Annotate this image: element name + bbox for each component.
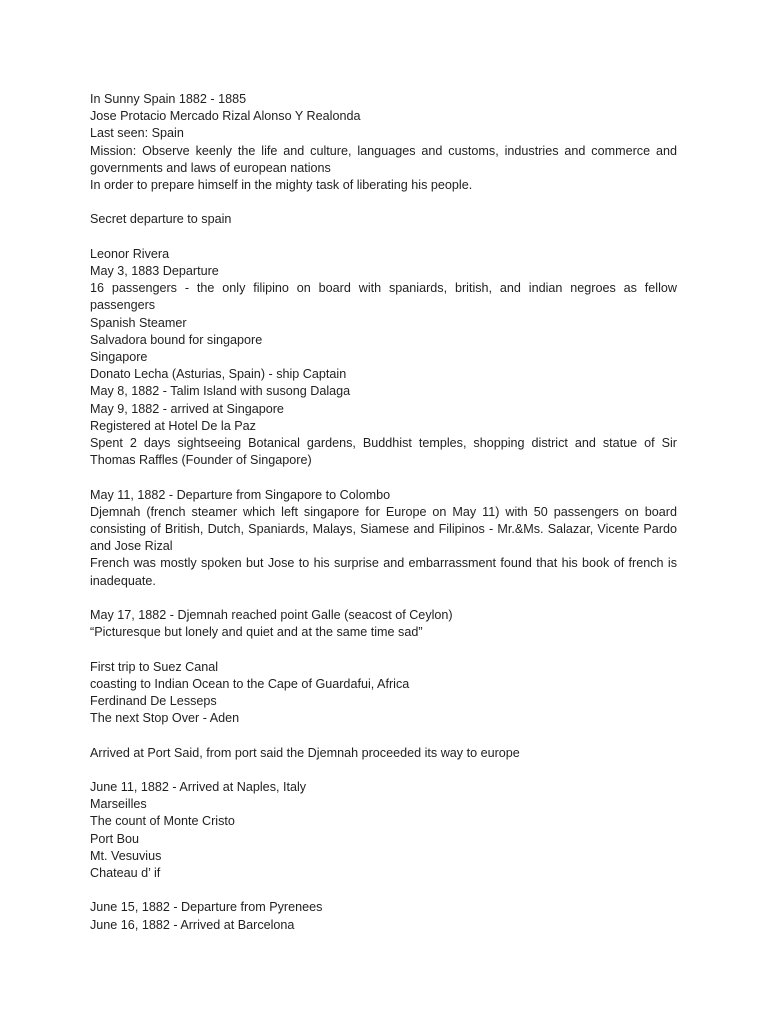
section-port-said (90, 745, 677, 762)
blank-line (90, 469, 677, 486)
section-secret-departure (90, 211, 677, 228)
document-page (90, 91, 677, 934)
text-line: June 16, 1882 - Arrived at Barcelona (90, 917, 295, 932)
text-line: Donato Lecha (Asturias, Spain) - ship Captain (90, 367, 347, 382)
text-line: Chateau d’ if (90, 866, 161, 881)
section-voyage-to-singapore (90, 246, 677, 470)
text-line: Port Bou (90, 831, 140, 846)
section-sunny-spain (90, 91, 677, 194)
text-line: The count of Monte Cristo (90, 814, 235, 829)
text-line: May 3, 1883 Departure (90, 264, 219, 278)
text-line: June 15, 1882 - Departure from Pyrenees (90, 900, 323, 915)
passengers-paragraph: 16 passengers - the only filipino on board with spaniards, british, and indian negroes as fellow passengers (90, 281, 677, 313)
sightseeing-paragraph: Spent 2 days sightseeing Botanical gardens, Buddhist temples, shopping district and statue of Sir Thomas Raffles (Founder of Singapore) (90, 436, 677, 468)
text-line: Registered at Hotel De la Paz (90, 418, 256, 433)
section-suez-canal (90, 659, 677, 728)
section-singapore-to-colombo (90, 487, 677, 590)
djemnah-paragraph: Djemnah (french steamer which left singapore for Europe on May 11) with 50 passengers on board consisting of British, Dutch, Spaniards, Malays, Siamese and Filipinos - Mr.&Ms. Salazar, Vicente Pardo and Jose Rizal (90, 504, 677, 554)
text-line: June 11, 1882 - Arrived at Naples, Italy (90, 780, 307, 795)
text-line: May 8, 1882 - Talim Island with susong Dalaga (90, 384, 351, 399)
text-line: coasting to Indian Ocean to the Cape of Guardafui, Africa (90, 676, 410, 691)
text-line: Singapore (90, 350, 148, 365)
blank-line (90, 590, 677, 607)
blank-line (90, 229, 677, 246)
text-line: First trip to Suez Canal (90, 659, 219, 674)
mission-paragraph: Mission: Observe keenly the life and culture, languages and customs, industries and commerce and governments and laws of european nations (90, 143, 677, 175)
text-line: Mt. Vesuvius (90, 848, 162, 863)
text-line: May 9, 1882 - arrived at Singapore (90, 401, 284, 416)
section-naples (90, 779, 677, 882)
purpose-line: In order to prepare himself in the mighty task of liberating his people. (90, 178, 473, 193)
last-seen-line: Last seen: Spain (90, 126, 184, 141)
blank-line (90, 762, 677, 779)
quote-line: “Picturesque but lonely and quiet and at the same time sad” (90, 625, 423, 640)
text-line: Marseilles (90, 797, 147, 812)
secret-departure-heading: Secret departure to spain (90, 212, 232, 227)
blank-line (90, 194, 677, 211)
section-barcelona (90, 899, 677, 933)
text-line: Arrived at Port Said, from port said the Djemnah proceeded its way to europe (90, 745, 520, 760)
text-line: Leonor Rivera (90, 246, 170, 261)
text-line: Spanish Steamer (90, 315, 187, 330)
french-paragraph: French was mostly spoken but Jose to his surprise and embarrassment found that his book of french is inadequate. (90, 556, 677, 588)
blank-line (90, 727, 677, 744)
text-line: May 17, 1882 - Djemnah reached point Galle (seacost of Ceylon) (90, 608, 453, 623)
text-line: May 11, 1882 - Departure from Singapore to Colombo (90, 487, 391, 502)
blank-line (90, 641, 677, 658)
text-line: Salvadora bound for singapore (90, 332, 263, 347)
section-point-galle (90, 607, 677, 641)
blank-line (90, 882, 677, 899)
text-line: The next Stop Over - Aden (90, 711, 240, 726)
text-line: Ferdinand De Lesseps (90, 694, 217, 709)
document-title: In Sunny Spain 1882 - 1885 (90, 92, 247, 106)
full-name-line: Jose Protacio Mercado Rizal Alonso Y Realonda (90, 109, 361, 124)
